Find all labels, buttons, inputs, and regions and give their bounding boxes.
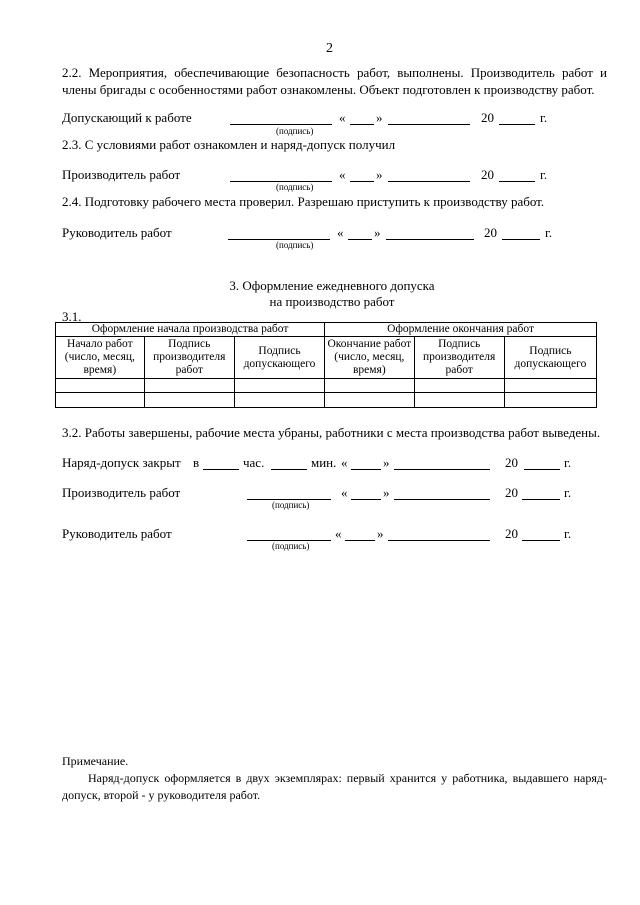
producer-label: Производитель работ — [62, 167, 181, 182]
year-suffix: г. — [540, 110, 548, 125]
table-row — [56, 379, 597, 393]
open-quote: « — [341, 455, 348, 470]
manager-final-label: Руководитель работ — [62, 526, 172, 541]
table-cell[interactable] — [56, 379, 145, 393]
table-header-producer-sign: Подпись производителя работ — [144, 337, 234, 379]
section-3-2-text: 3.2. Работы завершены, рабочие места убраны, работники с места производства работ выведены. — [62, 425, 601, 440]
open-quote: « — [335, 526, 342, 541]
year-suffix: г. — [545, 225, 553, 240]
section-3-1-label: 3.1. — [62, 309, 82, 324]
table-header-admitter-sign: Подпись допускающего — [234, 337, 324, 379]
table-cell[interactable] — [414, 393, 504, 408]
producer-final-label: Производитель работ — [62, 485, 181, 500]
year-prefix: 20 — [484, 225, 497, 240]
year-suffix: г. — [540, 167, 548, 182]
closed-day-line[interactable] — [351, 469, 381, 470]
producer-final-month-line[interactable] — [394, 499, 490, 500]
producer-day-line[interactable] — [350, 181, 374, 182]
daily-admission-table — [55, 322, 597, 408]
hours-label: час. — [243, 455, 265, 470]
year-suffix: г. — [564, 485, 572, 500]
producer-final-year-line[interactable] — [522, 499, 560, 500]
close-quote: » — [376, 167, 383, 182]
year-prefix: 20 — [505, 455, 518, 470]
table-cell[interactable] — [414, 379, 504, 393]
closed-month-line[interactable] — [394, 469, 490, 470]
manager-month-line[interactable] — [386, 239, 474, 240]
section-2-2-text: 2.2. Мероприятия, обеспечивающие безопасность работ, выполнены. Производитель работ и члены бригады с особенностями работ ознакомлены. Объект подготовлен к производству работ. — [62, 65, 607, 97]
section-3-subtitle: на производство работ — [269, 294, 395, 309]
admitter-label: Допускающий к работе — [62, 110, 192, 125]
minutes-label: мин. — [311, 455, 337, 470]
manager-final-year-line[interactable] — [522, 540, 560, 541]
page-number: 2 — [326, 41, 333, 56]
table-header-admitter-sign-end: Подпись допускающего — [504, 337, 596, 379]
open-quote: « — [339, 110, 346, 125]
table-group-start: Оформление начала производства работ — [56, 323, 325, 337]
close-quote: » — [377, 526, 384, 541]
year-prefix: 20 — [505, 485, 518, 500]
manager-label: Руководитель работ — [62, 225, 172, 240]
table-header-producer-sign-end: Подпись производителя работ — [414, 337, 504, 379]
open-quote: « — [339, 167, 346, 182]
producer-year-line[interactable] — [499, 181, 535, 182]
manager-final-month-line[interactable] — [388, 540, 490, 541]
table-cell[interactable] — [325, 393, 414, 408]
signature-caption: (подпись) — [272, 500, 310, 510]
admitter-day-line[interactable] — [350, 124, 374, 125]
close-quote: » — [383, 455, 390, 470]
year-suffix: г. — [564, 526, 572, 541]
manager-year-line[interactable] — [502, 239, 540, 240]
signature-caption: (подпись) — [272, 541, 310, 551]
closed-year-line[interactable] — [524, 469, 560, 470]
table-cell[interactable] — [504, 393, 596, 408]
year-suffix: г. — [564, 455, 572, 470]
open-quote: « — [341, 485, 348, 500]
producer-month-line[interactable] — [388, 181, 470, 182]
manager-final-day-line[interactable] — [345, 540, 375, 541]
year-prefix: 20 — [481, 110, 494, 125]
signature-caption: (подпись) — [276, 240, 314, 250]
note-text-content: Наряд-допуск оформляется в двух экземплярах: первый хранится у работника, выдавшего наряд-допуск, второй - у руководителя работ. — [62, 771, 607, 802]
table-header-start-work: Начало работ (число, месяц, время) — [56, 337, 145, 379]
admitter-year-line[interactable] — [499, 124, 535, 125]
producer-final-day-line[interactable] — [351, 499, 381, 500]
close-quote: » — [376, 110, 383, 125]
section-2-4-text: 2.4. Подготовку рабочего места проверил. Разрешаю приступить к производству работ. — [62, 194, 545, 209]
section-2-3-text: 2.3. С условиями работ ознакомлен и наряд-допуск получил — [62, 137, 396, 152]
closed-hours-line[interactable] — [203, 469, 239, 470]
closed-minutes-line[interactable] — [271, 469, 307, 470]
open-quote: « — [337, 225, 344, 240]
table-cell[interactable] — [144, 393, 234, 408]
manager-day-line[interactable] — [348, 239, 372, 240]
admitter-month-line[interactable] — [388, 124, 470, 125]
admitter-signature-line[interactable] — [230, 124, 332, 125]
signature-caption: (подпись) — [276, 182, 314, 192]
table-cell[interactable] — [504, 379, 596, 393]
table-group-end: Оформление окончания работ — [325, 323, 597, 337]
table-header-end-work: Окончание работ (число, месяц, время) — [325, 337, 414, 379]
note-text — [62, 770, 607, 804]
section-3-title: 3. Оформление ежедневного допуска — [229, 278, 435, 293]
table-row — [56, 393, 597, 408]
in-word: в — [193, 455, 200, 470]
table-cell[interactable] — [144, 379, 234, 393]
year-prefix: 20 — [505, 526, 518, 541]
close-quote: » — [374, 225, 381, 240]
table-cell[interactable] — [325, 379, 414, 393]
note-title: Примечание. — [62, 754, 129, 768]
closed-label: Наряд-допуск закрыт — [62, 455, 181, 470]
table-cell[interactable] — [234, 393, 324, 408]
signature-caption: (подпись) — [276, 126, 314, 136]
close-quote: » — [383, 485, 390, 500]
table-cell[interactable] — [234, 379, 324, 393]
year-prefix: 20 — [481, 167, 494, 182]
table-cell[interactable] — [56, 393, 145, 408]
